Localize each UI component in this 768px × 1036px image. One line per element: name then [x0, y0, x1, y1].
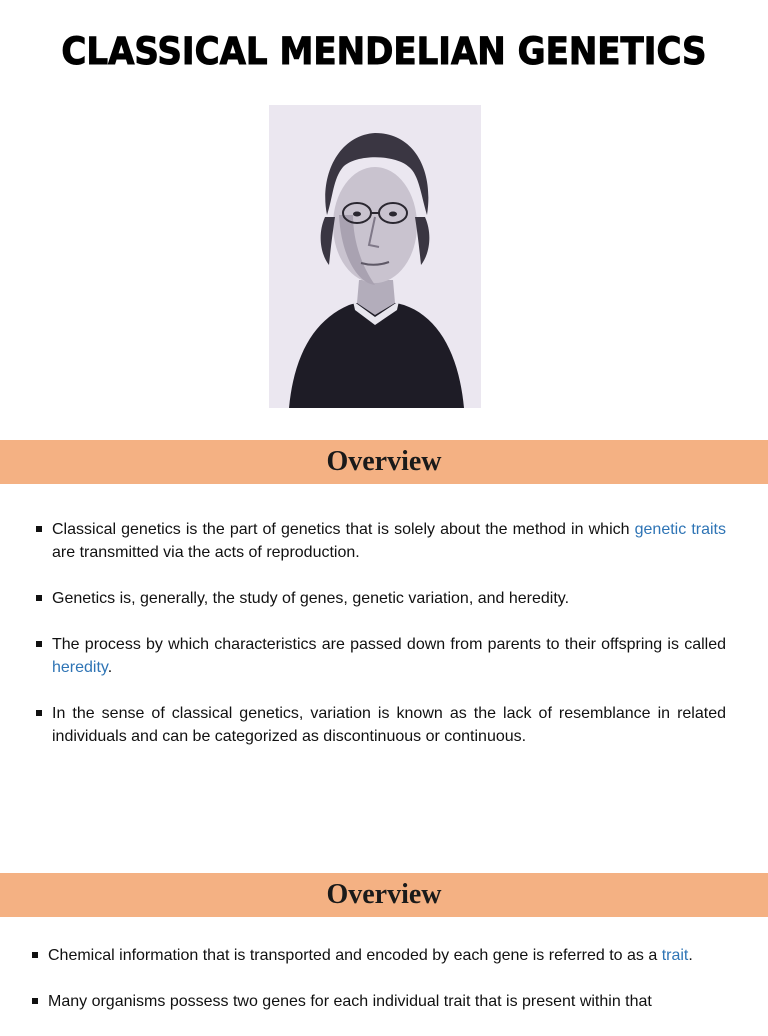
- list-item: [36, 587, 726, 610]
- square-bullet-icon: [36, 595, 42, 601]
- section-header-overview-2: [0, 873, 768, 917]
- overview-bullet-list-2: [32, 944, 726, 1036]
- list-item: [32, 944, 726, 967]
- bullet-text: The process by which characteristics are passed down from parents to their offspring is called: [52, 636, 726, 653]
- overview-bullet-list: [36, 518, 726, 771]
- list-item: [36, 702, 726, 748]
- section-header-overview: [0, 440, 768, 484]
- bullet-text: Genetics is, generally, the study of genes, genetic variation, and heredity.: [52, 590, 570, 607]
- section-heading: Overview: [326, 446, 442, 477]
- bullet-text: .: [688, 947, 693, 964]
- square-bullet-icon: [32, 998, 38, 1004]
- bullet-text: Chemical information that is transported and encoded by each gene is referred to as a: [48, 947, 662, 964]
- list-item: [32, 990, 726, 1013]
- heredity-link[interactable]: heredity: [52, 659, 108, 676]
- bullet-text: are transmitted via the acts of reproduction.: [52, 544, 360, 561]
- section-heading: Overview: [326, 879, 442, 910]
- square-bullet-icon: [36, 526, 42, 532]
- page-title: CLASSICAL MENDELIAN GENETICS: [61, 30, 707, 73]
- square-bullet-icon: [36, 641, 42, 647]
- bullet-text: Classical genetics is the part of genetics that is solely about the method in which: [52, 521, 635, 538]
- list-item: [36, 633, 726, 679]
- square-bullet-icon: [36, 710, 42, 716]
- list-item: [36, 518, 726, 564]
- square-bullet-icon: [32, 952, 38, 958]
- bullet-text: Many organisms possess two genes for each individual trait that is present within that: [48, 993, 652, 1010]
- bullet-text: .: [107, 659, 113, 676]
- bullet-text: In the sense of classical genetics, variation is known as the lack of resemblance in related individuals and can be categorized as discontinuous or continuous.: [52, 705, 726, 745]
- trait-link[interactable]: trait: [661, 947, 689, 964]
- genetic-traits-link[interactable]: genetic traits: [634, 521, 726, 538]
- portrait-image: [269, 105, 481, 408]
